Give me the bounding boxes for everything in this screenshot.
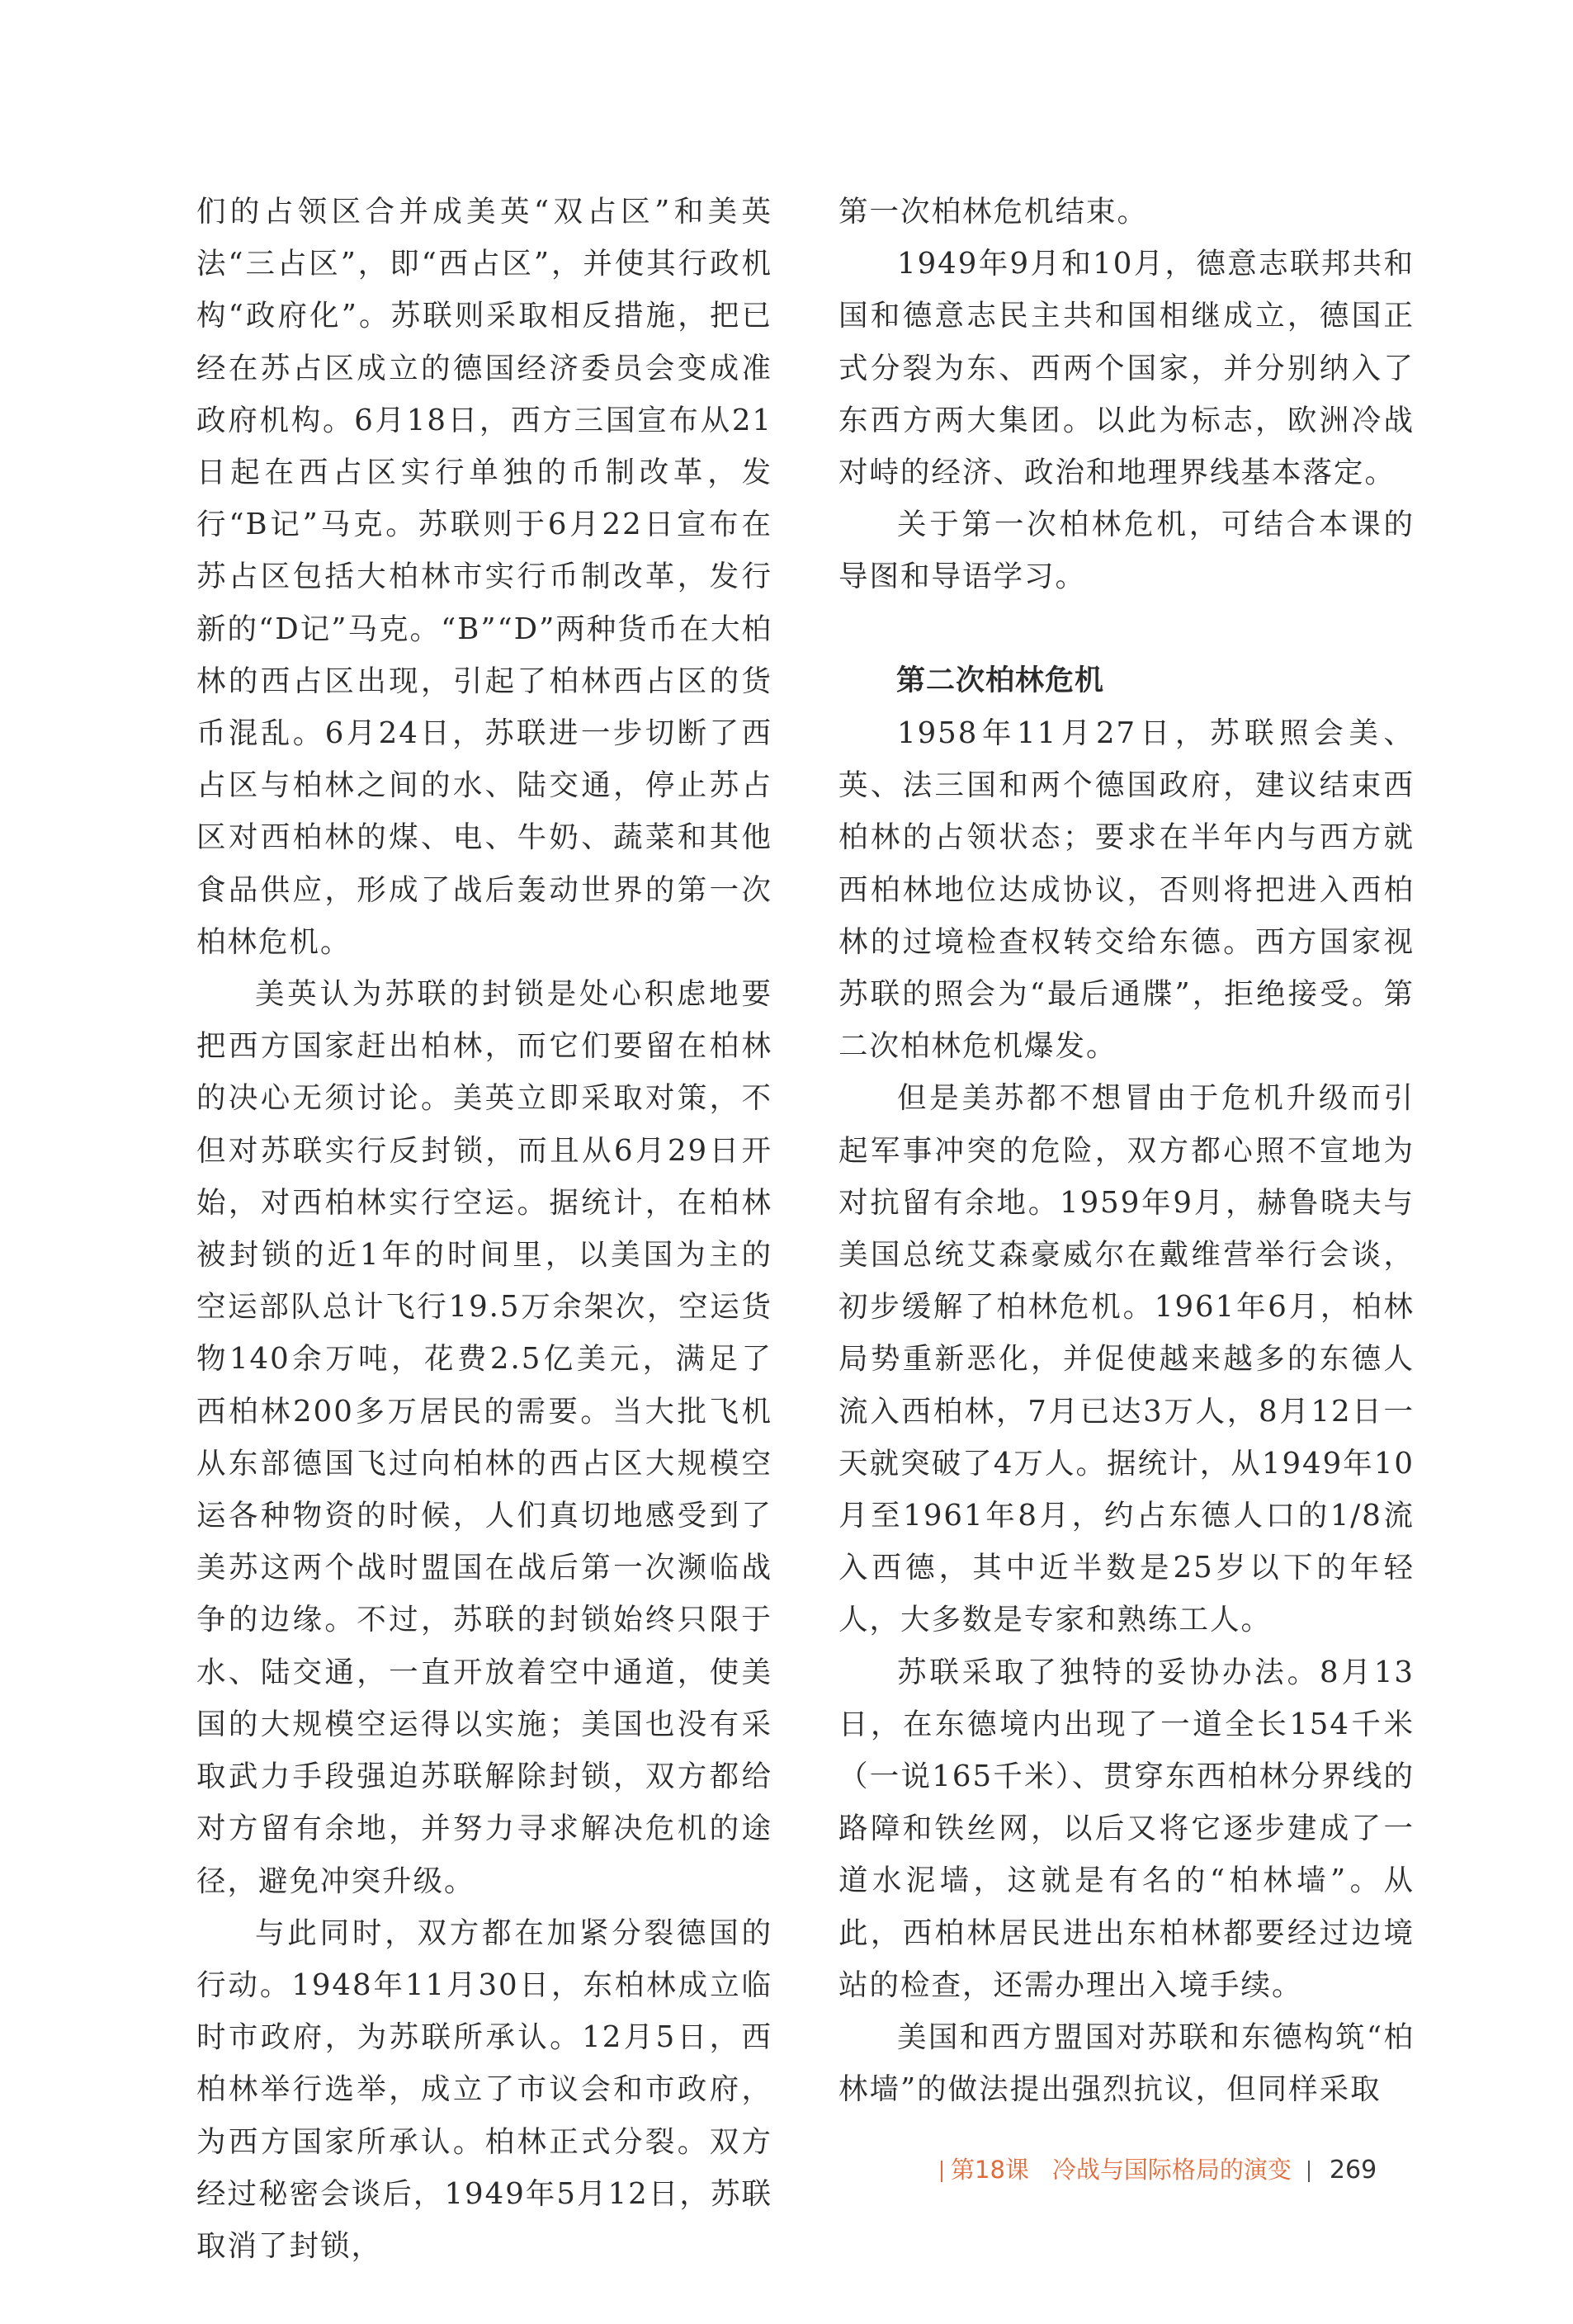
footer-divider-right <box>1308 2161 1310 2182</box>
paragraph: 第一次柏林危机结束。 <box>838 195 1149 229</box>
section-spacer <box>838 603 1415 655</box>
paragraph: 关于第一次柏林危机，可结合本课的导图和导语学习。 <box>838 508 1415 594</box>
section-heading: 第二次柏林危机 <box>896 664 1105 697</box>
right-column <box>838 186 1415 2116</box>
page-footer <box>941 2149 1436 2190</box>
paragraph: 1958年11月27日，苏联照会美、英、法三国和两个德国政府，建议结束西柏林的占领状态；要求在半年内与西方就西柏林地位达成协议，否则将把进入西柏林的过境检查权转交给东德。西方国家视苏联的照会为“最后通牒”，拒绝接受。第二次柏林危机爆发。 <box>838 716 1415 1064</box>
paragraph: 苏联采取了独特的妥协办法。8月13日，在东德境内出现了一道全长154千米（一说165千米）、贯穿东西柏林分界线的路障和铁丝网，以后又将它逐步建成了一道水泥墙，这就是有名的“柏林墙”。从此，西柏林居民进出东柏林都要经过边境站的检查，还需办理出入境手续。 <box>838 1655 1415 2002</box>
paragraph: 美国和西方盟国对苏联和东德构筑“柏林墙”的做法提出强烈抗议，但同样采取 <box>838 2020 1415 2107</box>
paragraph: 1949年9月和10月，德意志联邦共和国和德意志民主共和国相继成立，德国正式分裂为东、西两个国家，并分别纳入了东西方两大集团。以此为标志，欧洲冷战对峙的经济、政治和地理界线基本落定。 <box>838 247 1415 490</box>
lesson-number: 第18课 <box>951 2156 1029 2184</box>
footer-divider-left <box>941 2161 942 2182</box>
paragraph: 美英认为苏联的封锁是处心积虑地要把西方国家赶出柏林，而它们要留在柏林的决心无须讨论。美英立即采取对策，不但对苏联实行反封锁，而且从6月29日开始，对西柏林实行空运。据统计，在柏林被封锁的近1年的时间里，以美国为主的空运部队总计飞行19.5万余架次，空运货物140余万吨，花费2.5亿美元，满足了西柏林200多万居民的需要。当大批飞机从东部德国飞过向柏林的西占区大规模空运各种物资的时候，人们真切地感受到了美苏这两个战时盟国在战后第一次濒临战争的边缘。不过，苏联的封锁始终只限于水、陆交通，一直开放着空中通道，使美国的大规模空运得以实施；美国也没有采取武力手段强迫苏联解除封锁，双方都给对方留有余地，并努力寻求解决危机的途径，避免冲突升级。 <box>196 977 772 1898</box>
paragraph: 与此同时，双方都在加紧分裂德国的行动。1948年11月30日，东柏林成立临时市政府，为苏联所承认。12月5日，西柏林举行选举，成立了市议会和市政府，为西方国家所承认。柏林正式分裂。双方经过秘密会谈后，1949年5月12日，苏联取消了封锁， <box>196 1915 772 2263</box>
lesson-title: 冷战与国际格局的演变 <box>1051 2156 1292 2184</box>
paragraph: 们的占领区合并成美英“双占区”和美英法“三占区”，即“西占区”，并使其行政机构“政府化”。苏联则采取相反措施，把已经在苏占区成立的德国经济委员会变成准政府机构。6月18日，西方三国宣布从21日起在西占区实行单独的币制改革，发行“B记”马克。苏联则于6月22日宣布在苏占区包括大柏林市实行币制改革，发行新的“D记”马克。“B”“D”两种货币在大柏林的西占区出现，引起了柏林西占区的货币混乱。6月24日，苏联进一步切断了西占区与柏林之间的水、陆交通，停止苏占区对西柏林的煤、电、牛奶、蔬菜和其他食品供应，形成了战后轰动世界的第一次柏林危机。 <box>196 195 772 959</box>
paragraph: 但是美苏都不想冒由于危机升级而引起军事冲突的危险，双方都心照不宣地为对抗留有余地。1959年9月，赫鲁晓夫与美国总统艾森豪威尔在戴维营举行会谈，初步缓解了柏林危机。1961年6月，柏林局势重新恶化，并促使越来越多的东德人流入西柏林，7月已达3万人，8月12日一天就突破了4万人。据统计，从1949年10月至1961年8月，约占东德人口的1/8流入西德，其中近半数是25岁以下的年轻人，大多数是专家和熟练工人。 <box>838 1081 1415 1637</box>
page-number: 269 <box>1329 2156 1377 2185</box>
left-column <box>196 186 772 2272</box>
